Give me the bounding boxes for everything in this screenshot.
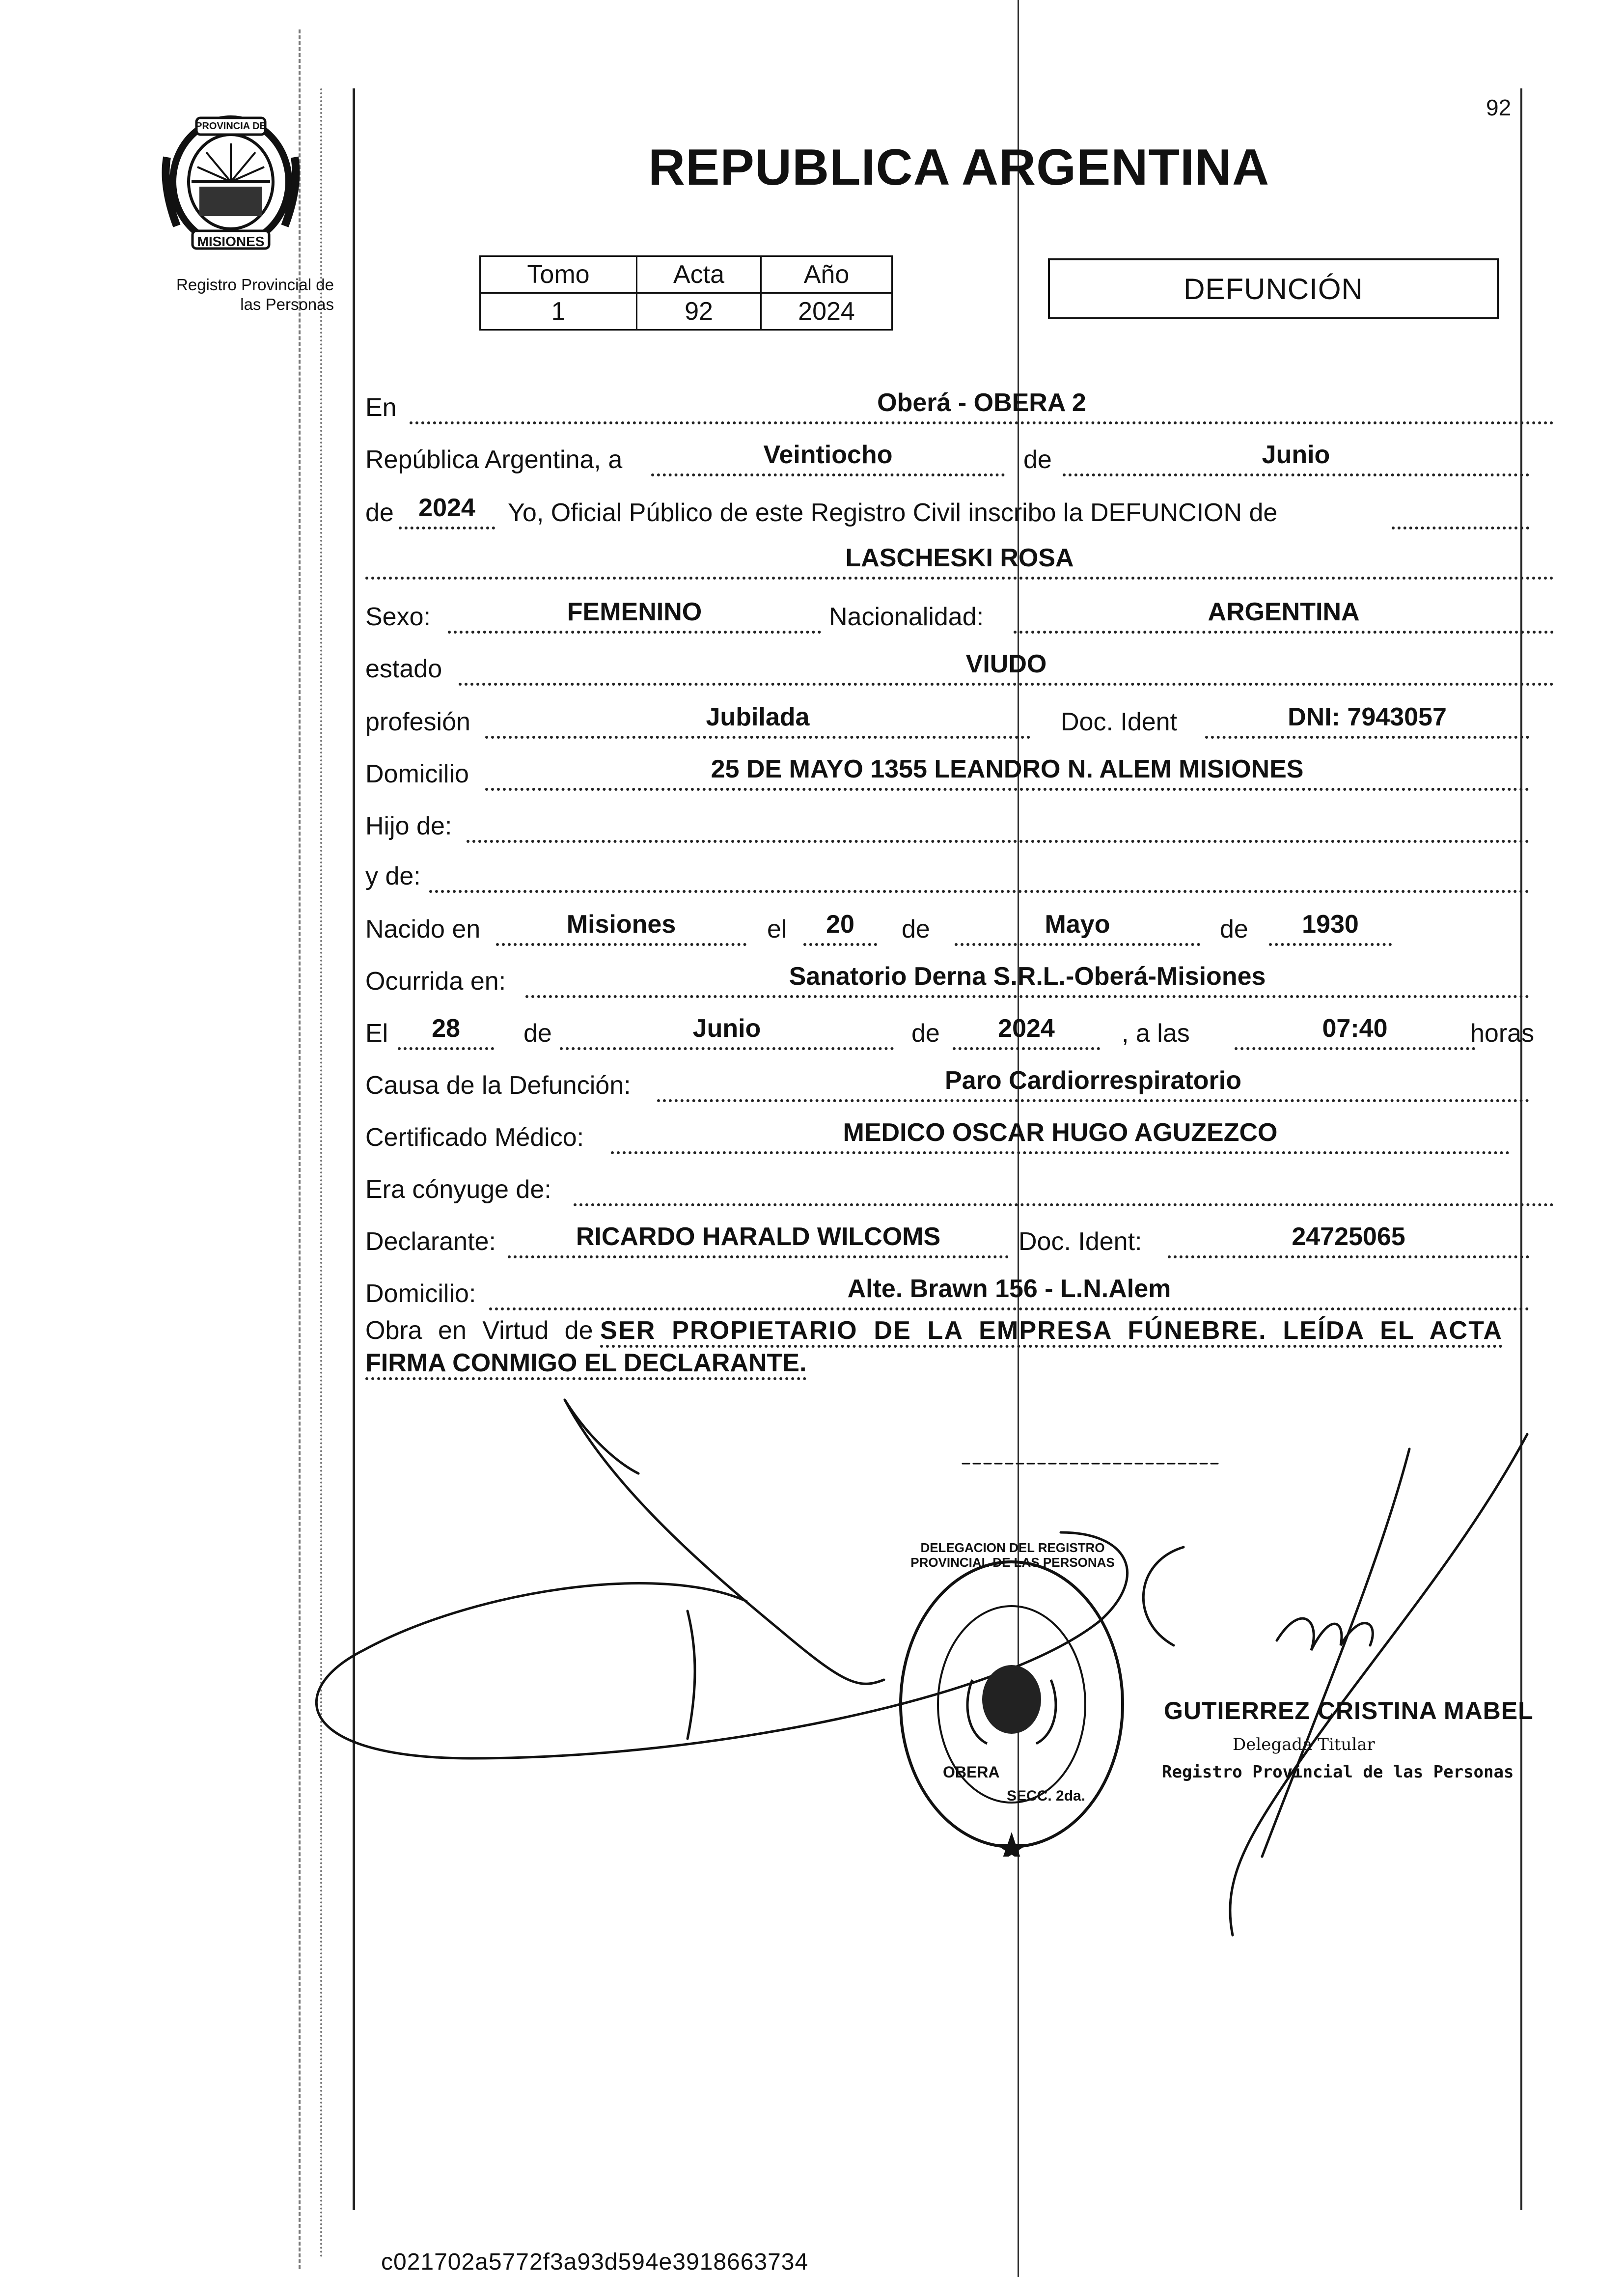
obra-en-virtud	[365, 1314, 1559, 1379]
row-fecha-defuncion	[365, 1011, 1544, 1050]
nacionalidad-value: ARGENTINA	[1208, 598, 1360, 626]
table-value-acta: 92	[637, 293, 761, 330]
obra-label: Obra en Virtud de	[365, 1316, 593, 1345]
stamp-inner-text-2: SECC. 2da.	[1007, 1788, 1086, 1804]
page-number: 92	[1486, 95, 1512, 120]
row-fecha-inscripcion	[365, 437, 1529, 476]
doc-ident-value: DNI: 7943057	[1288, 703, 1447, 731]
decl-domicilio-value: Alte. Brawn 156 - L.N.Alem	[847, 1275, 1171, 1303]
causa-label: Causa de la Defunción:	[365, 1071, 631, 1100]
sexo-label: Sexo:	[365, 603, 431, 631]
row-hijo-de	[365, 804, 1529, 843]
row-declarante	[365, 1219, 1529, 1258]
stamp-ring-text: DELEGACION DEL REGISTRO PROVINCIAL DE LAS PERSONAS	[910, 1540, 1115, 1570]
declarante-value: RICARDO HARALD WILCOMS	[576, 1222, 941, 1251]
conyuge-label: Era cónyuge de:	[365, 1175, 551, 1204]
ocurrida-field	[525, 963, 1529, 998]
row-nombre	[365, 540, 1554, 580]
anio-field	[399, 494, 495, 529]
def-de1-label: de	[523, 1019, 552, 1048]
nacionalidad-label: Nacionalidad:	[829, 603, 984, 631]
registry-label-line1: Registro Provincial de	[176, 276, 334, 294]
row-decl-domicilio	[365, 1271, 1529, 1310]
nac-anio-value: 1930	[1302, 910, 1359, 939]
decl-doc-value: 24725065	[1292, 1222, 1405, 1251]
nac-mes-field	[955, 911, 1200, 946]
doc-ident-label: Doc. Ident	[1061, 708, 1178, 736]
record-type-box: DEFUNCIÓN	[1048, 258, 1499, 319]
dia-value: Veintiocho	[763, 441, 893, 469]
signatory-role: Delegada Titular	[1233, 1735, 1375, 1754]
def-el-label: El	[365, 1019, 388, 1048]
table-header-tomo: Tomo	[480, 256, 637, 293]
stamp-inner-text-1: OBERA	[943, 1763, 1000, 1781]
table-header-acta: Acta	[637, 256, 761, 293]
horas-label: horas	[1470, 1019, 1535, 1048]
de-label: de	[1023, 445, 1052, 474]
table-header-anio: Año	[761, 256, 892, 293]
sexo-value: FEMENINO	[567, 598, 702, 626]
nac-dia-field	[803, 911, 877, 946]
row-profesion	[365, 699, 1529, 739]
hijo-de-label: Hijo de:	[365, 812, 452, 840]
mes-value: Junio	[1262, 441, 1330, 469]
hora-value: 07:40	[1322, 1014, 1388, 1043]
row-oficial	[365, 490, 1529, 529]
record-id-table	[479, 255, 893, 331]
row-certificado	[365, 1115, 1510, 1154]
def-anio-value: 2024	[998, 1014, 1055, 1043]
nac-de1-label: de	[902, 915, 930, 944]
dia-field	[651, 441, 1005, 476]
profesion-value: Jubilada	[706, 703, 810, 731]
def-dia-value: 28	[432, 1014, 460, 1043]
def-de2-label: de	[911, 1019, 940, 1048]
registrar-signature-drawing	[1115, 1415, 1557, 1955]
decl-doc-field	[1168, 1223, 1529, 1258]
obra-value-1: SER PROPIETARIO DE LA EMPRESA FÚNEBRE. LEÍDA EL ACTA	[600, 1316, 1503, 1348]
nac-el-label: el	[767, 915, 787, 944]
nac-dia-value: 20	[826, 910, 854, 939]
estado-value: VIUDO	[965, 650, 1047, 678]
row-causa	[365, 1063, 1529, 1102]
domicilio-label: Domicilio	[365, 760, 469, 788]
y-de-field	[429, 858, 1529, 893]
anio-prefix-label: de	[365, 499, 394, 527]
nacido-value: Misiones	[566, 910, 676, 939]
declarante-field	[508, 1223, 1009, 1258]
oficial-trailing-field	[1392, 494, 1529, 529]
republica-label: República Argentina, a	[365, 445, 623, 474]
nac-anio-field	[1269, 911, 1392, 946]
row-en	[365, 385, 1554, 424]
causa-value: Paro Cardiorrespiratorio	[945, 1066, 1241, 1095]
domicilio-value: 25 DE MAYO 1355 LEANDRO N. ALEM MISIONES	[711, 755, 1304, 783]
decl-domicilio-field	[489, 1275, 1529, 1310]
decl-domicilio-label: Domicilio:	[365, 1279, 476, 1308]
def-dia-field	[398, 1015, 494, 1050]
document-hash: c021702a5772f3a93d594e3918663734	[381, 2249, 809, 2275]
estado-field	[459, 650, 1554, 686]
certificado-field	[611, 1119, 1510, 1154]
hijo-de-field	[467, 807, 1529, 843]
hora-field	[1235, 1015, 1475, 1050]
row-sexo	[365, 594, 1554, 634]
row-domicilio	[365, 751, 1529, 791]
obra-value-2: FIRMA CONMIGO EL DECLARANTE.	[365, 1349, 806, 1380]
ocurrida-value: Sanatorio Derna S.R.L.-Oberá-Misiones	[789, 962, 1266, 991]
profesion-field	[485, 703, 1030, 739]
crest-top-text: PROVINCIA DE	[195, 121, 266, 132]
def-mes-field	[560, 1015, 894, 1050]
y-de-label: y de:	[365, 862, 421, 890]
anio-value: 2024	[418, 494, 475, 522]
nombre-value: LASCHESKI ROSA	[845, 544, 1074, 572]
doc-ident-field	[1205, 703, 1529, 739]
estado-label: estado	[365, 655, 442, 683]
signatory-org: Registro Provincial de las Personas	[1162, 1762, 1514, 1782]
row-conyuge	[365, 1167, 1554, 1206]
certificado-label: Certificado Médico:	[365, 1123, 584, 1152]
row-estado	[365, 646, 1554, 686]
obra-line-2	[365, 1347, 1559, 1379]
nac-mes-value: Mayo	[1045, 910, 1110, 939]
alas-label: , a las	[1122, 1019, 1190, 1048]
crest-bottom-text: MISIONES	[197, 234, 265, 249]
row-nacido	[365, 907, 1529, 946]
nacido-field	[496, 911, 746, 946]
table-value-anio: 2024	[761, 293, 892, 330]
nacionalidad-field	[1014, 598, 1554, 634]
profesion-label: profesión	[365, 708, 470, 736]
en-field	[410, 389, 1554, 424]
en-label: En	[365, 393, 397, 422]
en-value: Oberá - OBERA 2	[877, 389, 1086, 417]
nacido-label: Nacido en	[365, 915, 481, 944]
def-anio-field	[953, 1015, 1100, 1050]
ocurrida-label: Ocurrida en:	[365, 967, 506, 996]
registry-label	[128, 275, 334, 314]
oficial-text: Yo, Oficial Público de este Registro Civil inscribo la DEFUNCION de	[508, 499, 1278, 527]
nac-de2-label: de	[1220, 915, 1248, 944]
decl-doc-label: Doc. Ident:	[1018, 1227, 1142, 1256]
row-y-de	[365, 854, 1529, 893]
domicilio-field	[485, 755, 1529, 791]
causa-field	[657, 1067, 1529, 1102]
obra-line-1	[365, 1314, 1559, 1347]
conyuge-field	[574, 1171, 1554, 1206]
page-title: REPUBLICA ARGENTINA	[648, 139, 1270, 196]
certificado-value: MEDICO OSCAR HUGO AGUZEZCO	[843, 1118, 1278, 1147]
row-ocurrida	[365, 959, 1529, 998]
table-value-tomo: 1	[480, 293, 637, 330]
signatory-name: GUTIERREZ CRISTINA MABEL	[1164, 1697, 1534, 1724]
official-stamp	[894, 1557, 1129, 1857]
nombre-field	[365, 544, 1554, 580]
registry-label-line2: las Personas	[240, 295, 334, 313]
declarante-label: Declarante:	[365, 1227, 496, 1256]
def-mes-value: Junio	[692, 1014, 761, 1043]
mes-field	[1063, 441, 1529, 476]
sexo-field	[448, 598, 821, 634]
